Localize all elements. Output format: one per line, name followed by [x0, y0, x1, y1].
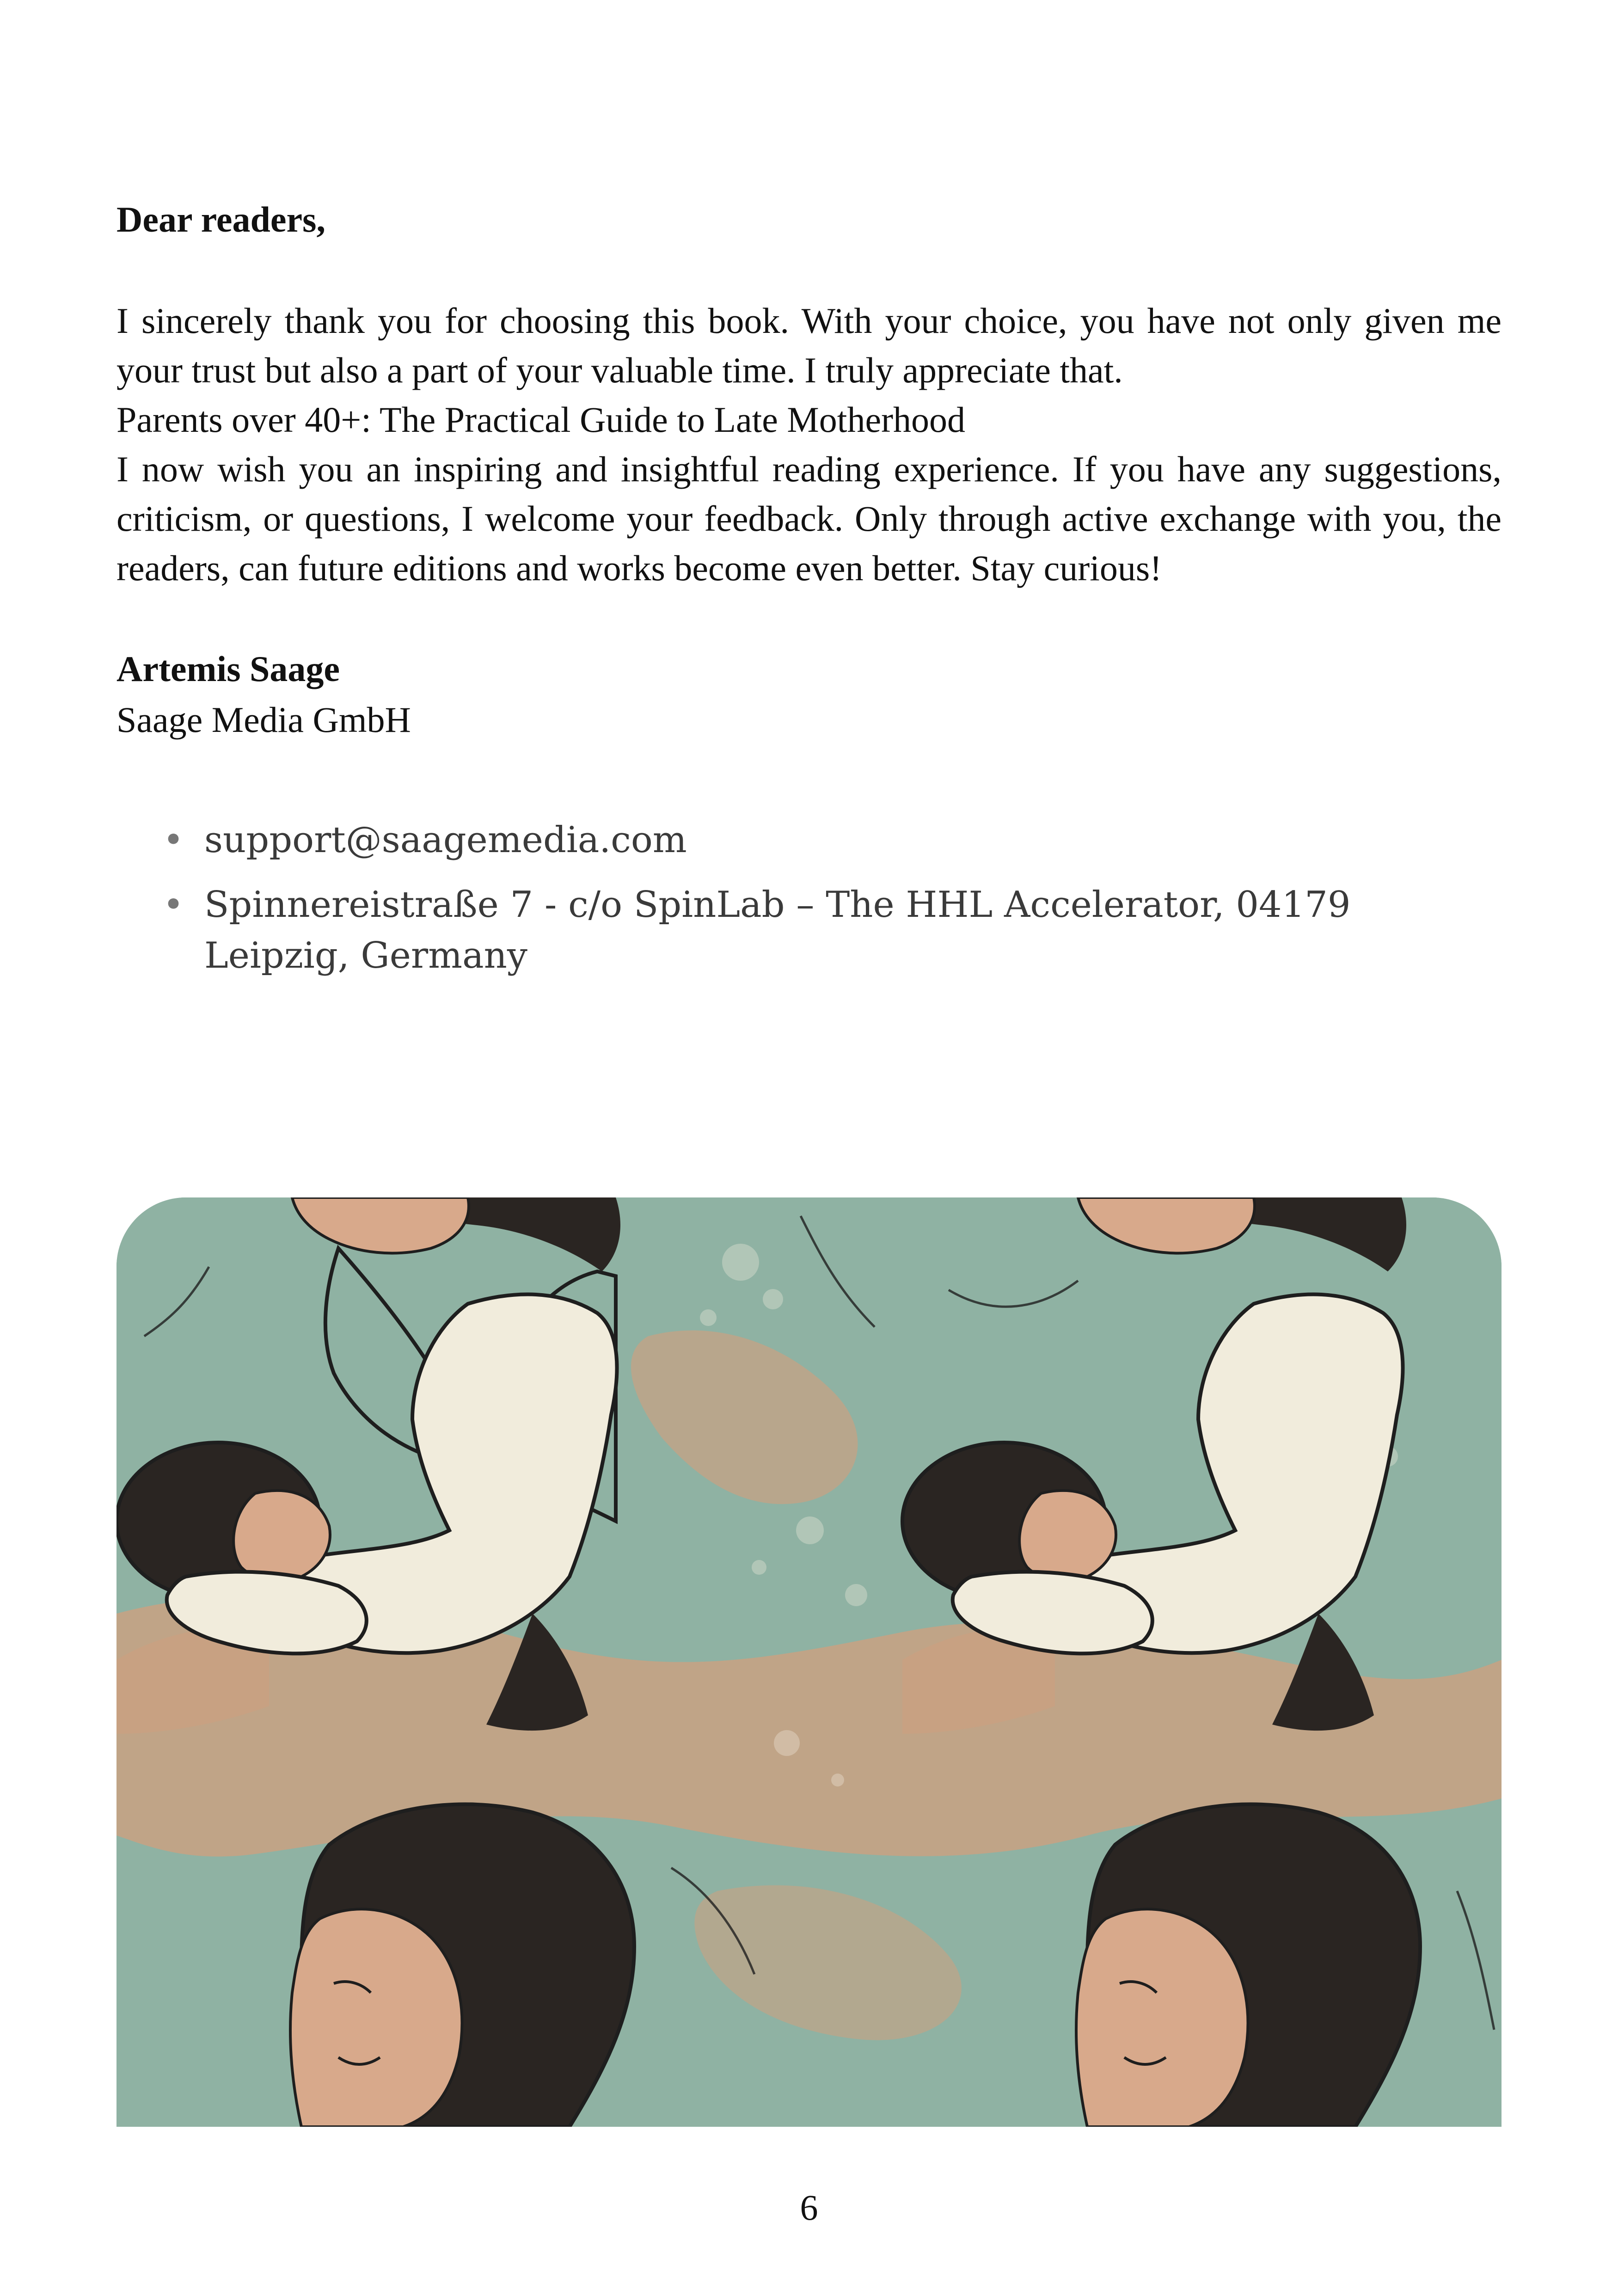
illustration-artwork — [116, 1197, 1502, 2127]
contact-address — [116, 879, 1502, 981]
company-name: Saage Media GmbH — [116, 700, 411, 740]
contact-list — [116, 815, 1502, 981]
bullet-icon: • — [163, 884, 184, 926]
mother-and-baby-illustration — [116, 1197, 1502, 2127]
page-number: 6 — [800, 2187, 818, 2228]
author-name: Artemis Saage — [116, 649, 340, 689]
letter-body — [116, 296, 1502, 593]
book-title-line: Parents over 40+: The Practical Guide to Late Motherhood — [116, 399, 966, 440]
letter-content — [116, 194, 1502, 995]
left-bottom-mother-figure — [290, 1804, 634, 2127]
email-text[interactable]: support@saagemedia.com — [204, 819, 687, 861]
bullet-icon: • — [163, 819, 184, 861]
thank-you-paragraph: I sincerely thank you for choosing this book. With your choice, you have not only given me your trust but also a part of your valuable time. I truly appreciate that. — [116, 301, 1502, 390]
address-text: Spinnereistraße 7 - c/o SpinLab – The HHL Accelerator, 04179 Leipzig, Germany — [204, 884, 1351, 976]
signature-block — [116, 644, 1502, 745]
greeting-heading: Dear readers, — [116, 199, 325, 239]
closing-paragraph: I now wish you an inspiring and insightful reading experience. If you have any suggestions, criticism, or questions, I welcome your feedback. Only through active exchange with you, the readers, can future editions and works become even better. Stay curious! — [116, 449, 1502, 588]
contact-email[interactable] — [116, 815, 1502, 866]
right-bottom-mother-figure — [1076, 1804, 1420, 2127]
